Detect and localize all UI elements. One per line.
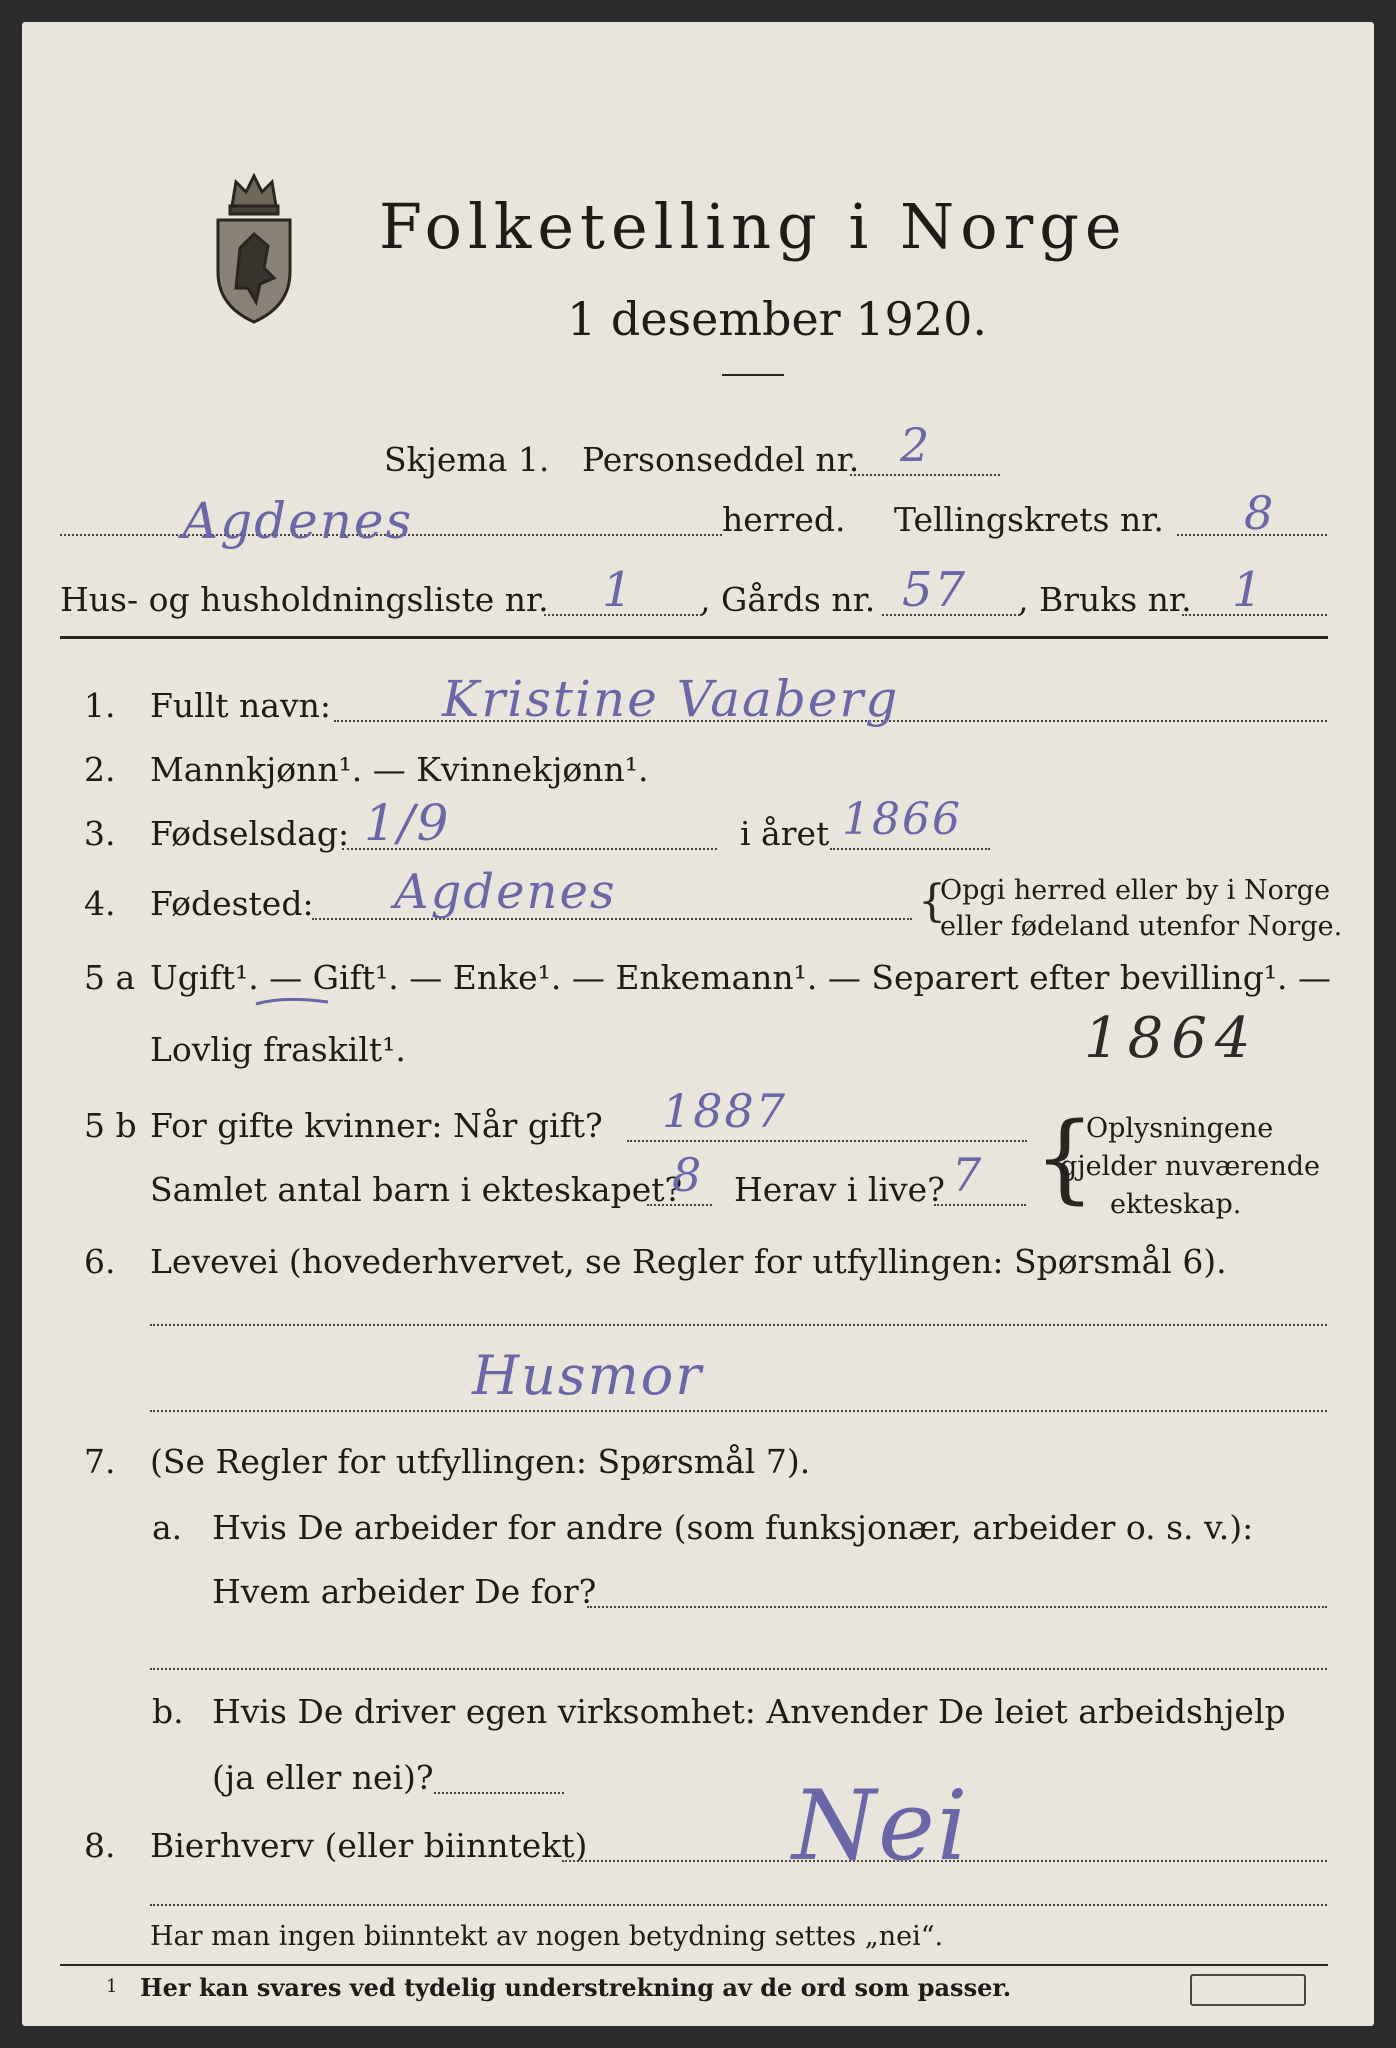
- arbeider-for-field-2[interactable]: [150, 1668, 1327, 1670]
- gift-underline-mark: [254, 994, 330, 1010]
- q2-number: 2.: [84, 750, 116, 789]
- q7a-letter: a.: [152, 1508, 183, 1547]
- printer-stamp-icon: [1190, 1974, 1306, 2006]
- q5b-note-3: ekteskap.: [1110, 1189, 1242, 1220]
- q4-note-1: Opgi herred eller by i Norge: [940, 875, 1331, 906]
- husliste-label: Hus- og husholdningsliste nr.: [60, 580, 549, 619]
- q5a-number: 5 a: [84, 958, 136, 997]
- skjema-label: Skjema 1.: [384, 440, 550, 479]
- q5a-label: Ugift¹. — Gift¹. — Enke¹. — Enkemann¹. — Separert efter bevilling¹. —: [150, 958, 1332, 997]
- q4-label: Fødested:: [150, 884, 314, 923]
- herred-value: Agdenes: [182, 492, 414, 550]
- personseddel-value: 2: [900, 418, 932, 472]
- footnote: Her kan svares ved tydelig understrekning av de ord som passer.: [140, 1973, 1012, 2002]
- q3-number: 3.: [84, 814, 116, 853]
- q4-number: 4.: [84, 884, 116, 923]
- tellingskrets-label: Tellingskrets nr.: [894, 500, 1164, 539]
- q7a-label: Hvis De arbeider for andre (som funksjonær, arbeider o. s. v.):: [212, 1508, 1254, 1547]
- q2-label: Mannkjønn¹. — Kvinnekjønn¹.: [150, 750, 649, 789]
- q5b-note-1: Oplysningene: [1086, 1113, 1274, 1144]
- q5b-brace: {: [1034, 1102, 1096, 1214]
- q7-label: (Se Regler for utfyllingen: Spørsmål 7).: [150, 1442, 811, 1481]
- q3-label: Fødselsdag:: [150, 814, 350, 853]
- q5b-number: 5 b: [84, 1106, 137, 1145]
- bierhverv-value: Nei: [792, 1770, 970, 1882]
- antal-barn-field[interactable]: [647, 1204, 712, 1206]
- leiet-hjelp-field[interactable]: [434, 1792, 564, 1794]
- fodselsaar-field[interactable]: [830, 848, 990, 850]
- q1-number: 1.: [84, 686, 116, 725]
- margin-year-value: 1864: [1084, 1006, 1259, 1071]
- q5b-note-2: gjelder nuværende: [1060, 1151, 1320, 1182]
- q8-label: Bierhverv (eller biinntekt): [150, 1826, 588, 1865]
- bruks-value: 1: [1232, 562, 1265, 618]
- q5b-label: For gifte kvinner: Når gift?: [150, 1106, 603, 1145]
- page-subtitle: 1 desember 1920.: [567, 292, 987, 346]
- personseddel-field[interactable]: [850, 474, 1000, 476]
- husliste-value: 1: [602, 562, 635, 618]
- levevei-field-2[interactable]: [150, 1410, 1327, 1412]
- q5b-label-2: Samlet antal barn i ekteskapet?: [150, 1170, 683, 1209]
- footnote-mark: 1: [106, 1976, 118, 1997]
- q7a-label-2: Hvem arbeider De for?: [212, 1572, 597, 1611]
- q3-year-label: i året: [740, 814, 830, 853]
- fodested-value: Agdenes: [394, 864, 617, 920]
- footer-note: Har man ingen biinntekt av nogen betydning settes „nei“.: [150, 1921, 944, 1952]
- q8-number: 8.: [84, 1826, 116, 1865]
- fodselsaar-value: 1866: [842, 794, 962, 845]
- title-divider: [722, 374, 784, 376]
- naar-gift-field[interactable]: [627, 1140, 1027, 1142]
- levevei-value: Husmor: [472, 1344, 704, 1407]
- census-form: [22, 22, 1374, 2026]
- fodselsdag-value: 1/9: [364, 794, 451, 852]
- fullt-navn-value: Kristine Vaaberg: [442, 670, 900, 728]
- personseddel-label: Personseddel nr.: [582, 440, 860, 479]
- footer-rule: [60, 1964, 1328, 1966]
- arbeider-for-field[interactable]: [587, 1606, 1327, 1608]
- q7b-label-2: (ja eller nei)?: [212, 1758, 434, 1797]
- q6-label: Levevei (hovederhvervet, se Regler for utfyllingen: Spørsmål 6).: [150, 1242, 1227, 1281]
- q5b-live-label: Herav i live?: [734, 1170, 945, 1209]
- coat-of-arms-icon: [210, 170, 298, 326]
- q7b-letter: b.: [152, 1692, 184, 1731]
- gards-label: , Gårds nr.: [700, 580, 876, 619]
- antal-barn-value: 8: [672, 1148, 704, 1202]
- q6-number: 6.: [84, 1242, 116, 1281]
- header-rule: [60, 636, 1328, 639]
- bierhverv-field-2[interactable]: [150, 1904, 1327, 1906]
- page-title: Folketelling i Norge: [379, 190, 1128, 263]
- q5a-label-2: Lovlig fraskilt¹.: [150, 1030, 406, 1069]
- bruks-label: , Bruks nr.: [1018, 580, 1192, 619]
- q7b-label: Hvis De driver egen virksomhet: Anvender De leiet arbeidshjelp: [212, 1692, 1286, 1731]
- q7-number: 7.: [84, 1442, 116, 1481]
- herred-label: herred.: [722, 500, 846, 539]
- tellingskrets-value: 8: [1244, 486, 1276, 540]
- q1-label: Fullt navn:: [150, 686, 331, 725]
- i-live-field[interactable]: [934, 1204, 1026, 1206]
- naar-gift-value: 1887: [662, 1084, 788, 1138]
- i-live-value: 7: [952, 1148, 984, 1202]
- q4-brace: {: [918, 876, 946, 927]
- levevei-field-1[interactable]: [150, 1324, 1327, 1326]
- q4-note-2: eller fødeland utenfor Norge.: [940, 911, 1343, 942]
- gards-value: 57: [902, 562, 968, 618]
